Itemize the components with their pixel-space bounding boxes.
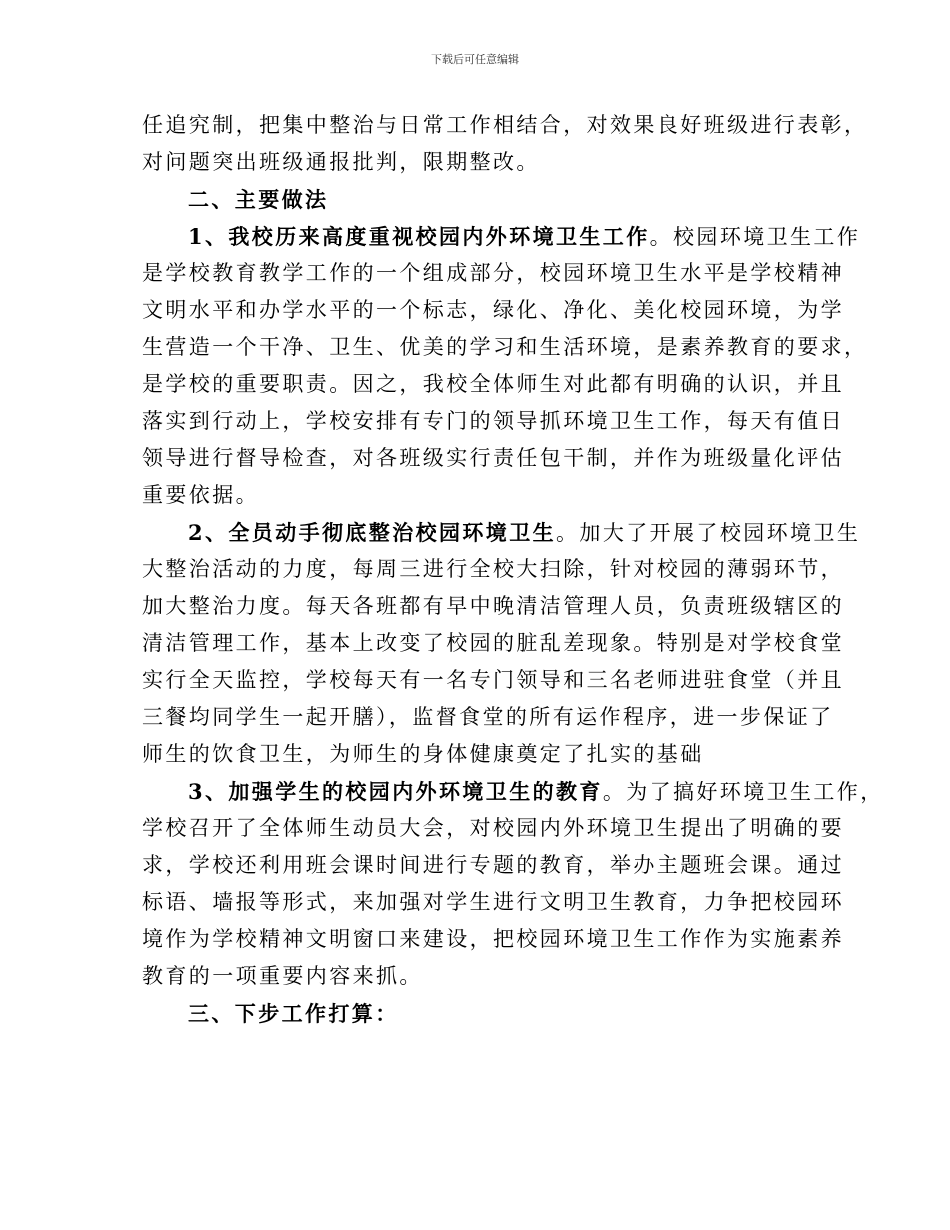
text-line	[142, 662, 844, 699]
text-run: 实行全天监控，学校每天有一名专门领导和三名老师进驻食堂（并且	[142, 668, 844, 692]
text-line	[142, 847, 844, 884]
text-run: 是学校教育教学工作的一个组成部分，校园环境卫生水平是学校精神	[142, 261, 844, 285]
text-line	[142, 255, 844, 292]
text-run: 落实到行动上，学校安排有专门的领导抓环境卫生工作，每天有值日	[142, 409, 844, 433]
text-line	[142, 292, 844, 329]
text-line	[142, 958, 822, 995]
text-run: 重要依据。	[142, 483, 259, 507]
text-run: 标语、墙报等形式，来加强对学生进行文明卫生教育，力争把校园环	[142, 890, 844, 914]
text-run: 三餐均同学生一起开膳），监督食堂的所有运作程序，进一步保证了	[142, 705, 834, 729]
bold-text-run: 二、主要做法	[188, 187, 329, 212]
text-line	[142, 921, 844, 958]
text-line	[142, 218, 861, 255]
text-line	[142, 736, 822, 773]
text-line	[142, 588, 844, 625]
text-run: 任追究制，把集中整治与日常工作相结合，对效果良好班级进行表彰，	[142, 113, 868, 137]
text-run: 大整治活动的力度，每周三进行全校大扫除，针对校园的薄弱环节，	[142, 557, 844, 581]
text-line	[142, 181, 822, 218]
text-run: 教育的一项重要内容来抓。	[142, 964, 423, 988]
text-run: 境作为学校精神文明窗口来建设，把校园环境卫生工作作为实施素养	[142, 927, 844, 951]
text-run: 。加大了开展了校园环境卫生	[556, 521, 861, 545]
text-run: 求，学校还利用班会课时间进行专题的教育，举办主题班会课。通过	[142, 853, 844, 877]
text-run: 。校园环境卫生工作	[649, 225, 861, 249]
text-line	[142, 625, 844, 662]
text-line	[142, 995, 822, 1032]
text-line	[142, 810, 844, 847]
text-run: 生营造一个干净、卫生、优美的学习和生活环境，是素养教育的要求，	[142, 335, 868, 359]
text-run: 文明水平和办学水平的一个标志，绿化、净化、美化校园环境，为学	[142, 298, 844, 322]
text-line	[142, 440, 844, 477]
text-run: 清洁管理工作，基本上改变了校园的脏乱差现象。特别是对学校食堂	[142, 631, 844, 655]
bold-text-run: 2、全员动手彻底整治校园环境卫生	[188, 520, 557, 545]
text-line	[142, 107, 868, 144]
text-line	[142, 884, 844, 921]
page-header: 下载后可任意编辑	[431, 53, 519, 66]
text-line	[142, 403, 844, 440]
text-run: 对问题突出班级通报批判，限期整改。	[142, 150, 540, 174]
text-line	[142, 329, 868, 366]
text-line	[142, 144, 822, 181]
text-run: 师生的饮食卫生，为师生的身体健康奠定了扎实的基础	[142, 742, 704, 766]
text-line	[142, 699, 834, 736]
text-line	[142, 514, 861, 551]
text-line	[142, 773, 884, 810]
text-run: 加大整治力度。每天各班都有早中晚清洁管理人员，负责班级辖区的	[142, 594, 844, 618]
bold-text-run: 三、下步工作打算：	[188, 1001, 399, 1026]
text-line	[142, 551, 844, 588]
text-run: 是学校的重要职责。因之，我校全体师生对此都有明确的认识，并且	[142, 372, 844, 396]
text-line	[142, 477, 822, 514]
text-line	[142, 366, 844, 403]
text-run: 学校召开了全体师生动员大会，对校园内外环境卫生提出了明确的要	[142, 816, 844, 840]
bold-text-run: 1、我校历来高度重视校园内外环境卫生工作	[188, 224, 650, 249]
bold-text-run: 3、加强学生的校园内外环境卫生的教育	[188, 779, 603, 804]
text-run: 领导进行督导检查，对各班级实行责任包干制，并作为班级量化评估	[142, 446, 844, 470]
document-body	[142, 107, 884, 1032]
text-run: 。为了搞好环境卫生工作，	[602, 780, 884, 804]
